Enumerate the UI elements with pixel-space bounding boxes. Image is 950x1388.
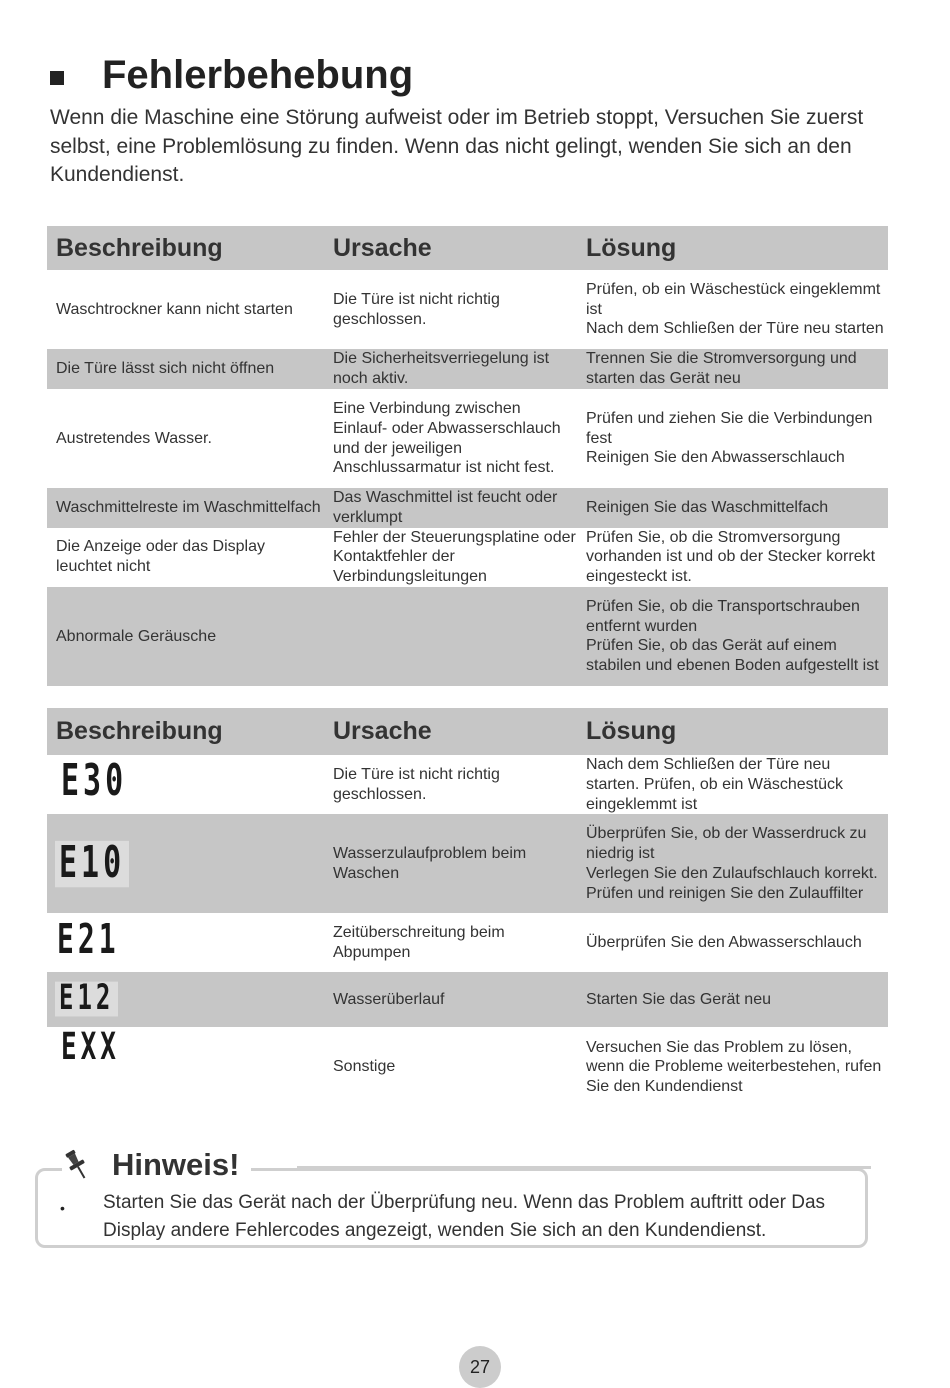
error-code-table [47, 708, 888, 1107]
cell-cause: Eine Verbindung zwischen Einlauf- oder Abwasserschlauch und der jeweiligen Anschlussarmatur ist nicht fest. [333, 399, 561, 477]
cell-error-code [47, 755, 324, 814]
cell-description: Die Türe lässt sich nicht öffnen [47, 349, 324, 389]
cell-description: Austretendes Wasser. [56, 429, 212, 447]
cell-description: Waschmittelreste im Waschmittelfach [47, 488, 324, 528]
note-bullet: • [60, 1200, 65, 1216]
cell-error-code [47, 972, 324, 1027]
cell-solution: Reinigen Sie das Waschmittelfach [577, 488, 888, 528]
troubleshooting-table [47, 226, 888, 686]
cell-cause: Fehler der Steuerungsplatine oder Kontaktfehler der Verbindungsleitungen [333, 528, 576, 586]
table-row [47, 972, 888, 1027]
error-code-display: E10 [55, 841, 129, 887]
pushpin-icon [62, 1148, 92, 1182]
column-header-description: Beschreibung [47, 708, 324, 755]
table-row [47, 1027, 888, 1107]
cell-solution: Trennen Sie die Stromversorgung und starten das Gerät neu [577, 349, 888, 389]
cell-cause: Die Türe ist nicht richtig geschlossen. [333, 290, 500, 328]
table-row [47, 389, 888, 488]
table-row [47, 488, 888, 528]
column-header-solution: Lösung [577, 708, 888, 755]
note-text: Starten Sie das Gerät nach der Überprüfung neu. Wenn das Problem auftritt oder Das Display andere Fehlercodes angezeigt, wenden Sie sich an den Kundendienst. [103, 1192, 826, 1241]
solution-line: Prüfen, ob ein Wäschestück eingeklemmt ist Nach dem Schließen der Türe neu starten [586, 280, 884, 338]
page-number: 27 [459, 1346, 501, 1388]
cell-solution [577, 389, 888, 488]
note-header [62, 1145, 251, 1185]
title-row [50, 50, 413, 100]
column-header-solution: Lösung [577, 226, 888, 270]
cell-cause [324, 587, 577, 686]
cell-solution: Nach dem Schließen der Türe neu starten. Prüfen, ob ein Wäschestück eingeklemmt ist [586, 756, 844, 813]
cell-cause: Das Waschmittel ist feucht oder verklumpt [324, 488, 577, 528]
cell-solution: Versuchen Sie das Problem zu lösen, wenn die Probleme weiterbestehen, rufen Sie den Kundendienst [586, 1038, 882, 1096]
cell-error-code [47, 814, 324, 913]
column-header-cause: Ursache [324, 708, 577, 755]
table-row [47, 814, 888, 913]
note-divider [297, 1166, 871, 1169]
table-row [47, 755, 888, 814]
cell-solution: Überprüfen Sie den Abwasserschlauch [586, 933, 862, 951]
solution-line: Prüfen und ziehen Sie die Verbindungen fest Reinigen Sie den Abwasserschlauch [586, 409, 873, 467]
cell-description: Die Anzeige oder das Display leuchtet nicht [56, 538, 266, 576]
cell-solution [577, 270, 888, 349]
cell-solution: Starten Sie das Gerät neu [577, 972, 888, 1027]
cell-cause: Die Türe ist nicht richtig geschlossen. [333, 765, 500, 803]
cell-error-code [47, 913, 324, 972]
error-code-display: E21 [57, 915, 120, 964]
cell-cause: Zeitüberschreitung beim Abpumpen [333, 924, 505, 961]
cell-solution [577, 814, 888, 913]
cell-description: Abnormale Geräusche [47, 587, 324, 686]
cell-description: Waschtrockner kann nicht starten [56, 300, 293, 318]
error-code-display: EXX [61, 1026, 120, 1070]
table-row [47, 270, 888, 349]
cell-cause: Wasserüberlauf [324, 972, 577, 1027]
solution-line: Prüfen Sie, ob die Transportschrauben entfernt wurden Prüfen Sie, ob das Gerät auf einem stabilen und ebenen Boden aufgestellt ist [586, 597, 879, 675]
table-row [47, 913, 888, 972]
cell-cause: Sonstige [333, 1058, 396, 1076]
cell-cause: Wasserzulaufproblem beim Waschen [324, 814, 577, 913]
note-title: Hinweis! [112, 1147, 240, 1182]
square-bullet-icon [50, 71, 64, 85]
cell-solution [577, 587, 888, 686]
column-header-cause: Ursache [324, 226, 577, 270]
column-header-description: Beschreibung [47, 226, 324, 270]
error-code-display: E30 [61, 756, 128, 807]
error-code-display: E12 [55, 982, 118, 1017]
solution-line: Überprüfen Sie, ob der Wasserdruck zu niedrig ist Verlegen Sie den Zulaufschlauch korrekt. Prüfen und reinigen Sie den Zulauffilter [586, 825, 878, 902]
table-row [47, 587, 888, 686]
table-header-row [47, 708, 888, 755]
cell-cause: Die Sicherheitsverriegelung ist noch aktiv. [324, 349, 577, 389]
intro-text: Wenn die Maschine eine Störung aufweist oder im Betrieb stoppt, Versuchen Sie zuerst selbst, eine Problemlösung zu finden. Wenn das nicht gelingt, wenden Sie sich an den Kundendienst. [50, 106, 864, 186]
cell-error-code [47, 1027, 324, 1107]
table-header-row [47, 226, 888, 270]
table-row [47, 349, 888, 389]
cell-solution: Prüfen Sie, ob die Stromversorgung vorhanden ist und ob der Stecker korrekt eingesteckt ist. [586, 528, 876, 586]
table-row [47, 528, 888, 587]
page-title: Fehlerbehebung [102, 52, 414, 97]
